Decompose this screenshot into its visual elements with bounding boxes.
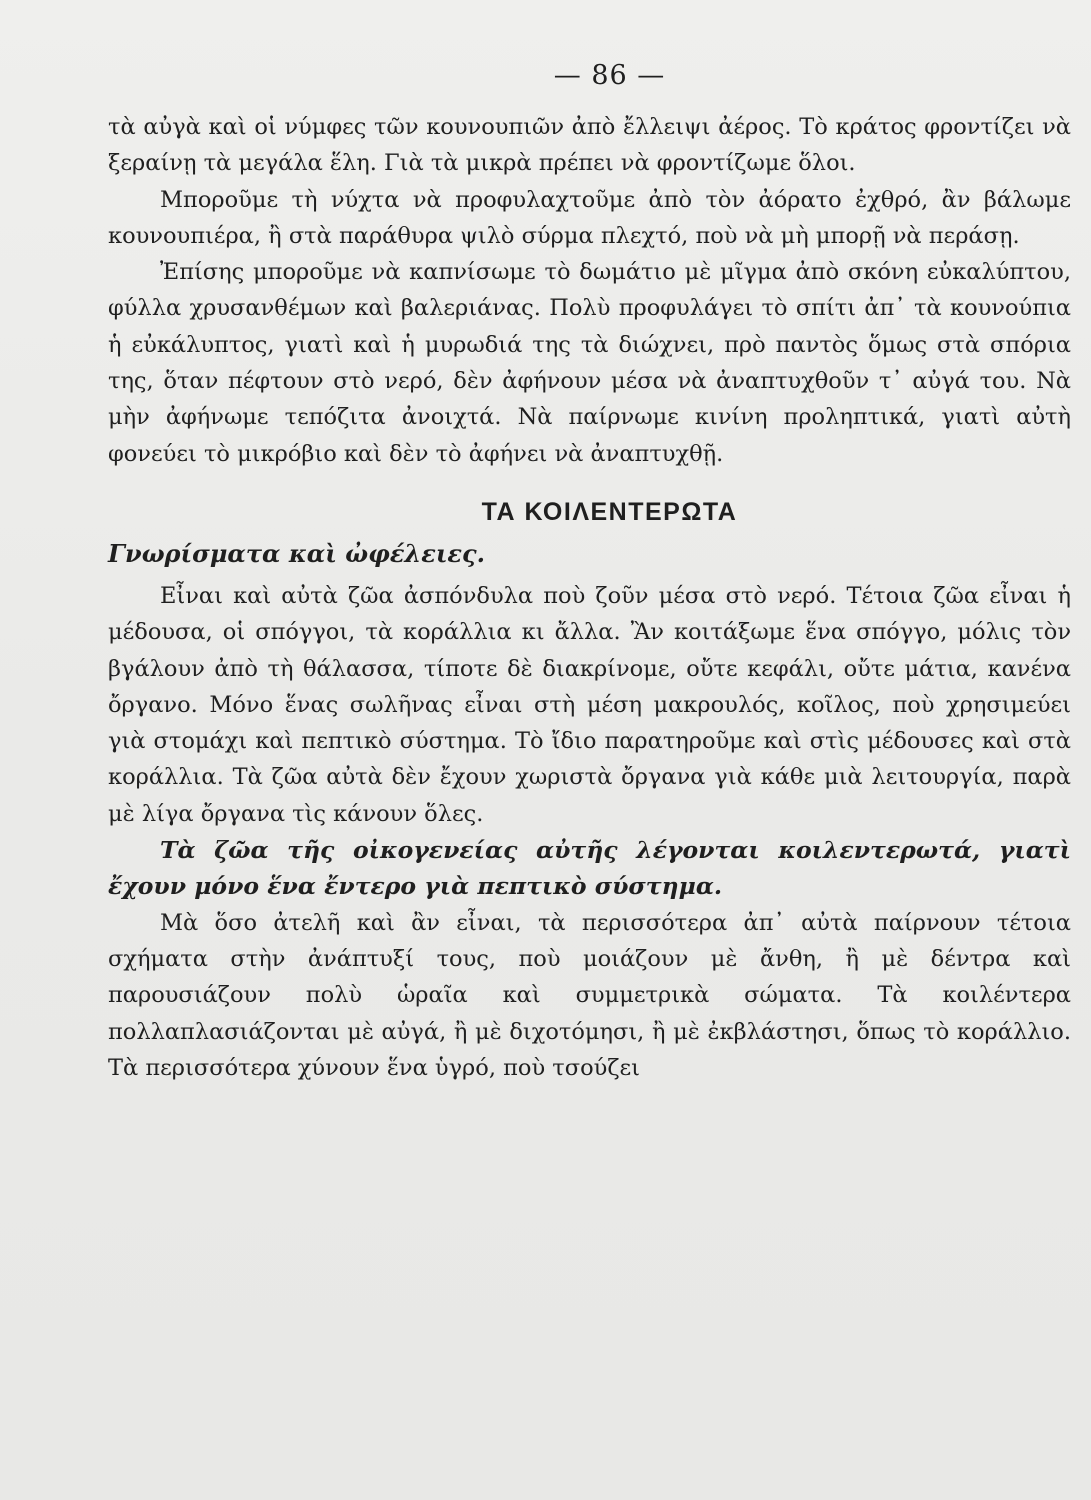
- paragraph-mosquito-net: Μποροῦμε τὴ νύχτα νὰ προφυλαχτοῦμε ἀπὸ τὸν ἀόρατο ἐχθρό, ἂν βάλωμε κουνουπιέρα, ἢ στὰ παράθυρα ψιλὸ σύρμα πλεχτό, ποὺ νὰ μὴ μπορῇ νὰ περάσῃ.: [108, 186, 1071, 249]
- paragraph-continuation: τὰ αὐγὰ καὶ οἱ νύμφες τῶν κουνουπιῶν ἀπὸ ἔλλειψι ἀέρος. Τὸ κράτος φροντίζει νὰ ξεραίνῃ τὰ μεγάλα ἕλη. Γιὰ τὰ μικρὰ πρέπει νὰ φροντίζωμε ὅλοι.: [108, 114, 1071, 177]
- section-subheading: Γνωρίσματα καὶ ὠφέλειες.: [108, 538, 485, 568]
- paragraph-reproduction: Μὰ ὅσο ἀτελῆ καὶ ἂν εἶναι, τὰ περισσότερα ἀπ᾿ αὐτὰ παίρνουν τέτοια σχήματα στὴν ἀνάπτυξί τους, ποὺ μοιάζουν μὲ ἄνθη, ἢ μὲ δέντρα καὶ παρουσιάζουν πολὺ ὡραῖα καὶ συμμετρικὰ σώματα. Τὰ κοιλέντερα πολλαπλασιάζονται μὲ αὐγά, ἢ μὲ διχοτόμησι, ἢ μὲ ἐκβλάστησι, ὅπως τὸ κοράλλιο. Τὰ περισσότερα χύνουν ἕνα ὑγρό, ποὺ τσούζει: [108, 909, 1071, 1081]
- paragraph-definition-emphasis: Τὰ ζῶα τῆς οἰκογενείας αὐτῆς λέγονται κοιλεντερωτά, γιατὶ ἔχουν μόνο ἕνα ἔντερο γιὰ πεπτικὸ σύστημα.: [108, 836, 1071, 901]
- page-number: — 86 —: [553, 60, 666, 91]
- paragraph-description: Εἶναι καὶ αὐτὰ ζῶα ἀσπόνδυλα ποὺ ζοῦν μέσα στὸ νερό. Τέτοια ζῶα εἶναι ἡ μέδουσα, οἱ σπόγγοι, τὰ κοράλλια κι ἄλλα. Ἂν κοιτάξωμε ἕνα σπόγγο, μόλις τὸν βγάλουν ἀπὸ τὴ θάλασσα, τίποτε δὲ διακρίνομε, οὔτε κεφάλι, οὔτε μάτια, κανένα ὄργανο. Μόνο ἕνας σωλῆνας εἶναι στὴ μέση μακρουλός, κοῖλος, ποὺ χρησιμεύει γιὰ στομάχι καὶ πεπτικὸ σύστημα. Τὸ ἴδιο παρατηροῦμε καὶ στὶς μέδουσες καὶ στὰ κοράλλια. Τὰ ζῶα αὐτὰ δὲν ἔχουν χωριστὰ ὄργανα γιὰ κάθε μιὰ λειτουργία, παρὰ μὲ λίγα ὄργανα τὶς κάνουν ὅλες.: [108, 582, 1071, 827]
- paragraph-smoke-eucalyptus: Ἐπίσης μποροῦμε νὰ καπνίσωμε τὸ δωμάτιο μὲ μῖγμα ἀπὸ σκόνη εὐκαλύπτου, φύλλα χρυσανθέμων καὶ βαλεριάνας. Πολὺ προφυλάγει τὸ σπίτι ἀπ᾿ τὰ κουνούπια ἡ εὐκάλυπτος, γιατὶ καὶ ἡ μυρωδιά της τὰ διώχνει, πρὸ παντὸς ὅμως στὰ σπόρια της, ὅταν πέφτουν στὸ νερό, δὲν ἀφήνουν μέσα νὰ ἀναπτυχθοῦν τ᾿ αὐγά του. Νὰ μὴν ἀφήνωμε τεπόζιτα ἀνοιχτά. Νὰ παίρνωμε κινίνη προληπτικά, γιατὶ αὐτὴ φονεύει τὸ μικρόβιο καὶ δὲν τὸ ἀφήνει νὰ ἀναπτυχθῇ.: [108, 259, 1071, 467]
- section-heading: ΤΑ ΚΟΙΛΕΝΤΕΡΩΤΑ: [481, 497, 738, 526]
